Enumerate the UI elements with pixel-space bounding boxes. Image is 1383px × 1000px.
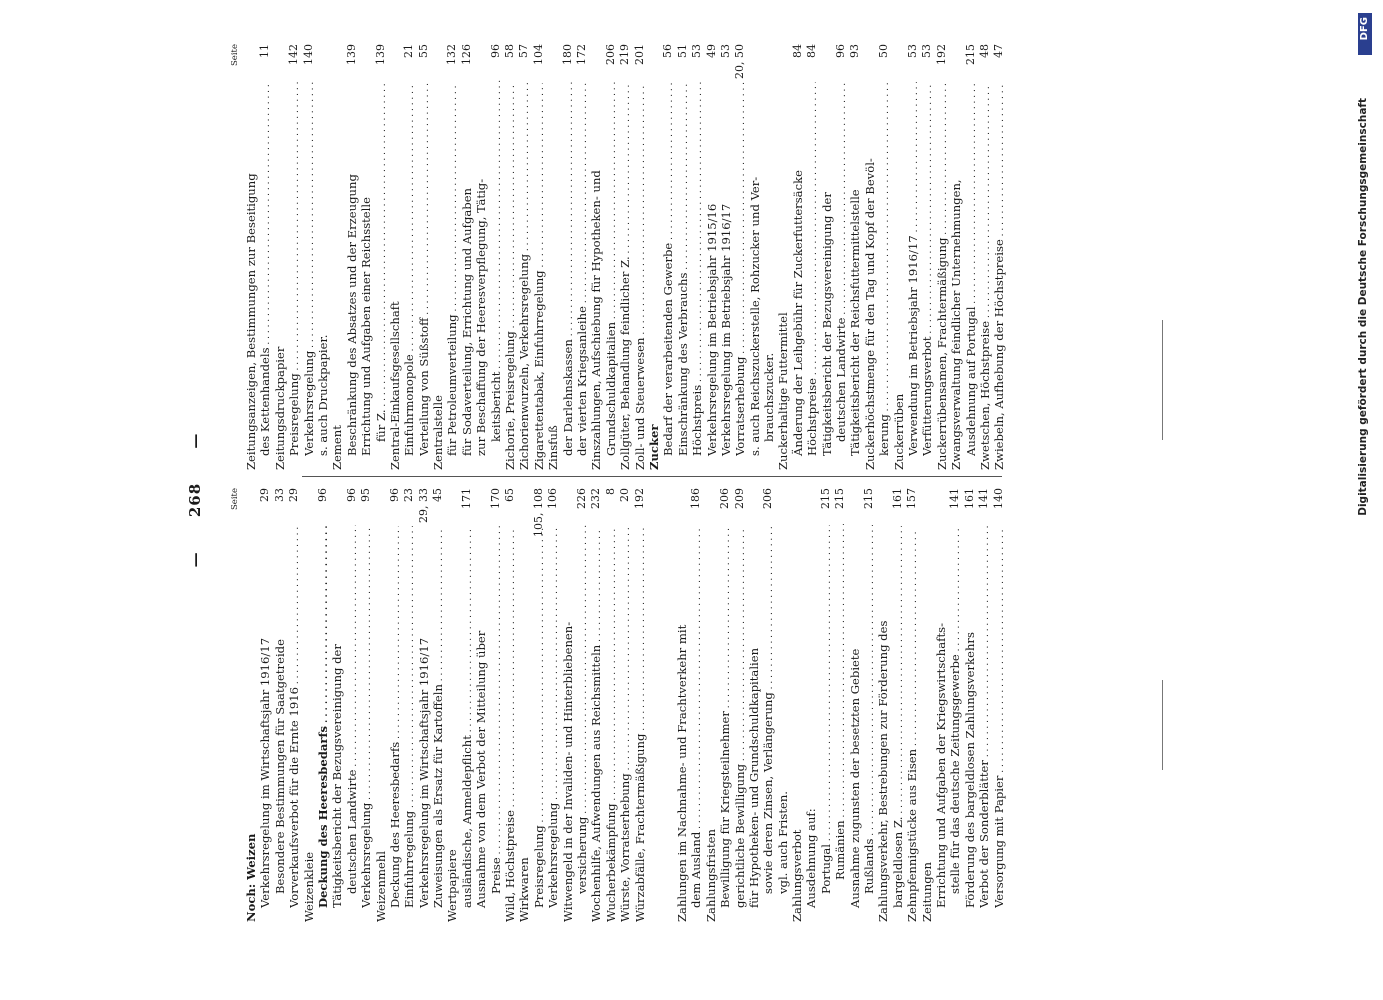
index-entry-text: der vierten Kriegsanleihe . . . xyxy=(575,82,589,456)
index-entry-text: Zahlungsfristen xyxy=(703,829,718,922)
index-entry-page: 206 xyxy=(603,44,617,65)
index-entry-text: Wild, Höchstpreise . . . xyxy=(503,528,517,922)
index-entry-page: 104 xyxy=(531,44,545,65)
index-entry-text: Verkehrsregelung . . . xyxy=(359,526,373,908)
index-entry-page: 141 xyxy=(948,488,962,509)
index-entry-text: gerichtliche Bewilligung . . . xyxy=(733,526,747,908)
index-entry-text: brauchszucker. xyxy=(762,352,777,442)
index-entry xyxy=(862,484,876,922)
index-entry xyxy=(718,484,732,922)
index-entry-text: Verkehrsregelung im Betriebsjahr 1916/17 xyxy=(718,203,733,456)
dfg-logo-text: DFG xyxy=(1359,17,1370,41)
index-entry-page: 57 xyxy=(517,44,531,58)
index-entry-text: versicherung . . . xyxy=(575,525,589,894)
index-entry xyxy=(273,40,287,470)
index-entry-text: Zuckerrübensamen, Frachtermäßigung . . . xyxy=(935,83,949,470)
dfg-logo xyxy=(1357,12,1373,56)
index-entry-text: Witwengeld in der Invaliden- und Hinterbliebenen- xyxy=(560,621,575,922)
index-entry-text: Höchstpreis . . . xyxy=(690,82,704,456)
index-entry-page: 45 xyxy=(431,488,445,502)
index-entry xyxy=(604,40,618,470)
index-entry-text: keitsbericht . . . xyxy=(489,80,503,442)
index-entry-page: 50 xyxy=(877,44,891,58)
index-entry-page: 47 xyxy=(992,44,1006,58)
index-entry-text: Ausnahme von dem Verbot der Mitteilung über xyxy=(474,630,489,908)
index-entry xyxy=(575,484,589,922)
index-entry xyxy=(791,40,805,470)
index-entry-text: Zinszahlungen, Aufschiebung für Hypotheken- und xyxy=(589,170,604,470)
index-entry xyxy=(402,40,416,470)
index-entry-page: 48 xyxy=(977,44,991,58)
index-entry xyxy=(876,484,890,922)
index-entry-page: 215 xyxy=(862,488,876,509)
index-entry-text: Zwiebeln, Aufhebung der Höchstpreise . . . xyxy=(992,83,1006,470)
index-entry xyxy=(992,40,1006,470)
index-entry xyxy=(805,40,819,470)
index-entry-page: 96 xyxy=(488,44,502,58)
index-entry-text: Zwangsverwaltung feindlicher Unternehmungen, xyxy=(949,179,964,470)
index-entry-text: Weizenmehl xyxy=(373,850,388,922)
index-column-right xyxy=(230,40,1007,470)
index-entry-page: 56 xyxy=(661,44,675,58)
index-entry xyxy=(503,484,517,922)
index-entry-text: Höchstpreise . . . xyxy=(805,82,819,456)
index-entry-text: Zwetschen, Höchstpreise . . . xyxy=(978,83,992,470)
column-divider xyxy=(302,476,1002,477)
index-entry-text: Wertpapiere xyxy=(445,849,460,922)
index-entry-page: 139 xyxy=(373,44,387,65)
rotated-index-page xyxy=(152,0,1222,1000)
index-entry xyxy=(820,40,834,470)
index-entry xyxy=(445,484,459,922)
index-entry-text: dem Ausland . . . xyxy=(689,526,703,908)
index-entry xyxy=(287,484,301,922)
index-entry xyxy=(949,40,963,470)
index-entry xyxy=(633,484,647,922)
index-entry xyxy=(561,40,575,470)
index-entry-text: sowie deren Zinsen, Verlängerung . . . xyxy=(761,525,775,894)
index-entry-text: Zahlungsverbot xyxy=(790,829,805,922)
index-entry xyxy=(906,40,920,470)
index-entry xyxy=(848,40,862,470)
index-entry xyxy=(920,484,934,922)
index-entry xyxy=(733,40,747,470)
index-entry-page: 141 xyxy=(977,488,991,509)
index-entry-page: 157 xyxy=(905,488,919,509)
index-entry xyxy=(244,40,258,470)
index-entry-text: Verkehrsregelung im Wirtschaftsjahr 1916/17 xyxy=(416,637,431,908)
index-entry-text: Zahlungen im Nachnahme- und Frachtverkehr mit xyxy=(674,624,689,922)
index-entry-text: Verkehrsregelung im Betriebsjahr 1915/16 xyxy=(704,203,719,456)
index-entry-page: 172 xyxy=(574,44,588,65)
index-entry-page: 96 xyxy=(315,488,329,502)
index-entry-page: 106 xyxy=(546,488,560,509)
index-entry-text: der Darlehnskassen . . . xyxy=(561,82,575,456)
index-entry xyxy=(460,40,474,470)
index-entry xyxy=(833,484,847,922)
index-entry-page: 53 xyxy=(718,44,732,58)
index-entry-text: Tätigkeitsbericht der Bezugsvereinigung der xyxy=(330,644,345,908)
index-entry-text: für Z. . . . xyxy=(374,80,388,442)
index-entry xyxy=(705,40,719,470)
index-entry-text: für Petroleumverteilung . . . xyxy=(445,82,459,456)
index-entry xyxy=(532,40,546,470)
index-entry-page: 58 xyxy=(503,44,517,58)
index-entry-page: 232 xyxy=(589,488,603,509)
index-entry xyxy=(273,484,287,922)
index-entry xyxy=(948,484,962,922)
page-number-header xyxy=(186,0,204,1000)
index-entry-text: Zuckerhöchstmenge für den Tag und Kopf der Bevöl- xyxy=(862,158,877,470)
index-entry xyxy=(445,40,459,470)
index-entry xyxy=(676,40,690,470)
seite-label-left: Seite xyxy=(230,488,240,511)
index-entry-text: Zentralstelle xyxy=(431,395,446,470)
index-entry-page: 96 xyxy=(344,488,358,502)
index-entry-text: s. auch Druckpapier. xyxy=(315,334,330,456)
index-entry-text: Wochenhilfe, Aufwendungen aus Reichsmitteln . . . xyxy=(589,528,603,922)
bottom-rule-right xyxy=(1162,320,1163,440)
index-entry xyxy=(561,484,575,922)
index-entry-text: Rußlands . . . xyxy=(862,525,876,894)
index-entry xyxy=(359,40,373,470)
index-entry-text: Verbot der Sonderblätter . . . xyxy=(977,526,991,908)
index-entry-page: 53 xyxy=(690,44,704,58)
index-entry xyxy=(474,40,488,470)
index-entry xyxy=(417,484,431,922)
index-entry xyxy=(258,484,272,922)
index-entry-text: Zuweisungen als Ersatz für Kartoffeln . . . xyxy=(431,526,445,908)
index-entry-page: 49 xyxy=(704,44,718,58)
index-entry-text: Errichtung und Aufgaben der Kriegswirtschafts- xyxy=(933,623,948,908)
index-entry xyxy=(748,40,762,470)
index-entry-text: für Sodaverteilung, Errichtung und Aufgaben xyxy=(459,187,474,456)
index-entry-text: Deckung des Heeresbedarfs . . . xyxy=(388,526,402,908)
index-entry-page: 29, 33 xyxy=(416,488,430,523)
index-entry-text: Zeitungsdruckpapier xyxy=(272,346,287,470)
dash-left: — xyxy=(186,551,204,568)
index-entry-text: Weizenkleie xyxy=(301,851,316,922)
index-entry-page: 180 xyxy=(560,44,574,65)
index-entry xyxy=(977,484,991,922)
index-entry xyxy=(532,484,546,922)
index-entry xyxy=(546,40,560,470)
index-entry-text: des Kettenhandels . . . xyxy=(258,82,272,456)
index-entry xyxy=(489,40,503,470)
index-entry-page: 29 xyxy=(287,488,301,502)
index-entry xyxy=(863,40,877,470)
index-entry-page: 96 xyxy=(387,488,401,502)
index-entry xyxy=(460,484,474,922)
index-column-left xyxy=(230,484,1006,922)
index-entry xyxy=(316,40,330,470)
index-entry xyxy=(834,40,848,470)
index-entry-page: 186 xyxy=(689,488,703,509)
index-entry-text: Zichorienwurzeln, Verkehrsregelung . . . xyxy=(517,83,531,470)
index-entry-page: 140 xyxy=(991,488,1005,509)
index-entry-text: Förderung des bargeldlosen Zahlungsverkehrs xyxy=(962,632,977,908)
index-entry-text: Zehnpfennigstücke aus Eisen . . . xyxy=(905,528,919,922)
index-entry-page: 33 xyxy=(272,488,286,502)
index-entry-text: Zahlungsverkehr, Bestrebungen zur Förderung des xyxy=(876,620,891,922)
index-entry-text: Preisregelung . . . xyxy=(287,82,301,456)
index-entry-page: 132 xyxy=(445,44,459,65)
index-entry xyxy=(891,484,905,922)
index-entry-text: Wirkwaren xyxy=(517,857,532,922)
index-entry-page: 140 xyxy=(301,44,315,65)
index-entry xyxy=(517,484,531,922)
index-entry xyxy=(345,484,359,922)
index-entry-text: kerung . . . xyxy=(877,82,891,456)
index-entry xyxy=(776,484,790,922)
index-entry-page: 51 xyxy=(675,44,689,58)
index-entry-page: 53 xyxy=(905,44,919,58)
index-entry-page: 55 xyxy=(416,44,430,58)
index-entry xyxy=(388,40,402,470)
index-entry-text: zur Beschaffung der Heeresverpflegung, Tätig- xyxy=(474,178,489,456)
index-entry-text: Zinsfuß xyxy=(546,425,561,470)
index-entry-text: ausländische, Anmeldepflicht . . . xyxy=(460,526,474,908)
index-entry xyxy=(302,40,316,470)
index-entry xyxy=(431,40,445,470)
index-entry-text: Zucker xyxy=(646,424,661,470)
index-entry xyxy=(920,40,934,470)
index-entry-page: 95 xyxy=(359,488,373,502)
index-entry-text: Preisregelung . . . xyxy=(532,526,546,908)
index-entry-text: Einschränkung des Verbrauchs . . . xyxy=(676,82,690,456)
index-entry-page: 142 xyxy=(287,44,301,65)
dfg-credit-text: Digitalisierung gefördert durch die Deutsche Forschungsgemeinschaft xyxy=(1357,98,1369,516)
index-entry-text: Würste, Vorratserhebung . . . xyxy=(618,528,632,922)
index-entry xyxy=(374,484,388,922)
index-entry-text: Zeitungen xyxy=(919,862,934,922)
index-entry-text: Zement xyxy=(330,425,345,470)
index-entry xyxy=(719,40,733,470)
index-entry xyxy=(747,484,761,922)
index-entry-page: 192 xyxy=(934,44,948,65)
index-entry-text: Preise . . . xyxy=(489,525,503,894)
index-entry xyxy=(964,40,978,470)
index-entry-text: Ausdehnung auf Portugal . . . xyxy=(964,82,978,456)
index-entry-page: 161 xyxy=(890,488,904,509)
dfg-credit-strip xyxy=(1355,8,1375,992)
index-entry-text: Tätigkeitsbericht der Reichsfuttermittelstelle xyxy=(848,189,863,456)
index-entry-text: Vorverkaufsverbot für die Ernte 1916 . . . xyxy=(287,526,301,908)
index-entry-text: Zentral-Einkaufsgesellschaft xyxy=(387,301,402,470)
index-entry-text: Verwendung im Betriebsjahr 1916/17 . . . xyxy=(906,82,920,456)
index-entry-text: Besondere Bestimmungen für Saatgetreide xyxy=(272,639,287,894)
index-entry xyxy=(388,484,402,922)
index-entry xyxy=(661,40,675,470)
index-entry xyxy=(589,40,603,470)
index-entry xyxy=(244,484,258,922)
index-entry xyxy=(258,40,272,470)
index-entry-text: Zigarettentabak, Einfuhrregelung . . . xyxy=(532,83,546,470)
index-entry xyxy=(330,40,344,470)
index-entry xyxy=(877,40,891,470)
index-entry-text: Einfuhrmonopole . . . xyxy=(402,82,416,456)
index-entry xyxy=(761,484,775,922)
index-entry-page: 209 xyxy=(732,488,746,509)
index-entry xyxy=(287,40,301,470)
index-entry-text: Bedarf der verarbeitenden Gewerbe . . . xyxy=(661,82,675,456)
index-entry-text: Errichtung und Aufgaben einer Reichsstelle xyxy=(359,197,374,456)
index-entry-text: Zuckerrüben xyxy=(891,393,906,470)
index-entry-page: 11 xyxy=(258,44,272,58)
bottom-rule-left xyxy=(1162,680,1163,770)
index-entry-text: Zeitungsanzeigen, Bestimmungen zur Beseitigung xyxy=(244,173,258,470)
index-entry xyxy=(618,484,632,922)
entry-gap xyxy=(647,484,675,922)
index-entry xyxy=(417,40,431,470)
index-entry-text: Vorratserhebung . . . xyxy=(733,82,747,456)
dash-right: — xyxy=(186,432,204,449)
index-entry xyxy=(647,40,661,470)
page-number: 268 xyxy=(186,482,204,518)
index-entry xyxy=(431,484,445,922)
index-entry-page: 192 xyxy=(632,488,646,509)
index-entry xyxy=(546,484,560,922)
index-entry-page: 215 xyxy=(818,488,832,509)
index-entry-page: 84 xyxy=(790,44,804,58)
index-entry-text: deutschen Landwirte . . . xyxy=(834,80,848,442)
index-entry xyxy=(633,40,647,470)
index-entry xyxy=(689,484,703,922)
index-entry-page: 29 xyxy=(258,488,272,502)
index-entry-page: 23 xyxy=(402,488,416,502)
index-entry xyxy=(848,484,862,922)
index-entry-page: 219 xyxy=(618,44,632,65)
index-entry xyxy=(978,40,992,470)
index-entry xyxy=(359,484,373,922)
index-entry xyxy=(517,40,531,470)
index-entry xyxy=(330,484,344,922)
index-entry-page: 201 xyxy=(632,44,646,65)
index-entry xyxy=(618,40,632,470)
index-entry-page: 126 xyxy=(459,44,473,65)
index-entry-text: s. auch Reichszuckerstelle, Rohzucker und Ver- xyxy=(747,176,762,456)
index-entry-page: 171 xyxy=(459,488,473,509)
index-entry xyxy=(935,40,949,470)
index-entry xyxy=(604,484,618,922)
index-entry-page: 20 xyxy=(618,488,632,502)
index-entry-text: Beschränkung des Absatzes und der Erzeugung xyxy=(344,174,359,456)
index-entry xyxy=(474,484,488,922)
index-entry xyxy=(575,40,589,470)
index-entry-text: Zoll- und Steuerwesen . . . xyxy=(633,83,647,470)
index-entry-text: Zollgüter, Behandlung feindlicher Z. . . . xyxy=(618,83,632,470)
index-entry xyxy=(302,484,316,922)
index-entry xyxy=(819,484,833,922)
index-entry-text: Wucherbekämpfung . . . xyxy=(604,528,618,922)
index-entry xyxy=(675,484,689,922)
index-entry xyxy=(690,40,704,470)
index-entry xyxy=(402,484,416,922)
index-entry-text: Portugal . . . xyxy=(819,525,833,894)
index-entry-page: 206 xyxy=(718,488,732,509)
index-entry-text: stelle für das deutsche Zeitungsgewerbe . . . xyxy=(948,525,962,894)
index-entry-text: Ausdehnung auf: xyxy=(804,808,819,908)
index-entry-text: Würzabfälle, Frachtermäßigung . . . xyxy=(633,528,647,922)
index-entry-page: 170 xyxy=(488,488,502,509)
index-entry-text: Bewilligung für Kriegsteilnehmer . . . xyxy=(718,526,732,908)
index-entry-page: 65 xyxy=(503,488,517,502)
index-entry-text: Verkehrsregelung . . . xyxy=(546,526,560,908)
index-entry xyxy=(892,40,906,470)
index-entry-page: 226 xyxy=(574,488,588,509)
index-entry-page: 161 xyxy=(962,488,976,509)
index-entry-text: deutschen Landwirte . . . xyxy=(345,525,359,894)
index-entry-page: 21 xyxy=(402,44,416,58)
index-entry xyxy=(963,484,977,922)
index-entry-text: Änderung der Leihgebühr für Zuckerfuttersäcke xyxy=(790,170,805,456)
index-entry-page: 206 xyxy=(761,488,775,509)
index-entry-text: Zichorie, Preisregelung . . . xyxy=(503,83,517,470)
index-entry-text: Einfuhrregelung . . . xyxy=(402,526,416,908)
index-entry-page: 20, 50 xyxy=(733,44,747,79)
index-entry-page: 105, 108 xyxy=(531,488,545,537)
seite-label-right: Seite xyxy=(230,44,240,67)
index-entry-text: Versorgung mit Papier . . . xyxy=(992,526,1006,908)
index-entry xyxy=(804,484,818,922)
index-entry-text: Deckung des Heeresbedarfs . . . xyxy=(316,526,330,908)
index-entry-text: Grundschuldkapitalien . . . xyxy=(604,82,618,456)
index-entry-page: 215 xyxy=(963,44,977,65)
index-entry-text: Verteilung von Süßstoff . . . xyxy=(417,82,431,456)
index-entry-text: bargeldlosen Z. . . . xyxy=(891,526,905,908)
index-entry-page: 84 xyxy=(805,44,819,58)
index-entry-page: 139 xyxy=(344,44,358,65)
index-entry xyxy=(733,484,747,922)
index-entry-page: 8 xyxy=(603,488,617,495)
index-entry-text: vgl. auch Fristen. xyxy=(775,791,790,894)
index-entry-text: Verfütterungsverbot . . . xyxy=(920,82,934,456)
index-entry-text: Zuckerhaltige Futtermittel xyxy=(776,312,791,470)
index-entry xyxy=(992,484,1006,922)
index-entry-text: Noch: Weizen xyxy=(244,833,258,922)
index-entry xyxy=(489,484,503,922)
index-entry xyxy=(762,40,776,470)
index-entry-text: Rumänien . . . xyxy=(833,524,847,880)
index-entry xyxy=(790,484,804,922)
index-entry xyxy=(905,484,919,922)
index-entry xyxy=(589,484,603,922)
index-entry-page: 215 xyxy=(833,488,847,509)
index-entry xyxy=(503,40,517,470)
index-entry-page: 96 xyxy=(834,44,848,58)
index-entry-text: Ausnahme zugunsten der besetzten Gebiete xyxy=(847,648,862,908)
index-entry xyxy=(316,484,330,922)
index-entry xyxy=(374,40,388,470)
index-entry-text: Tätigkeitsbericht der Bezugsvereinigung der xyxy=(819,192,834,456)
index-entry xyxy=(934,484,948,922)
index-entry xyxy=(345,40,359,470)
index-entry xyxy=(776,40,790,470)
index-entry xyxy=(704,484,718,922)
index-entry-page: 93 xyxy=(848,44,862,58)
index-entry-text: Verkehrsregelung . . . xyxy=(302,82,316,456)
index-entry-text: für Hypotheken- und Grundschuldkapitalien xyxy=(746,647,761,908)
index-entry-page: 53 xyxy=(920,44,934,58)
index-entry-text: Verkehrsregelung im Wirtschaftsjahr 1916/17 xyxy=(258,637,273,908)
